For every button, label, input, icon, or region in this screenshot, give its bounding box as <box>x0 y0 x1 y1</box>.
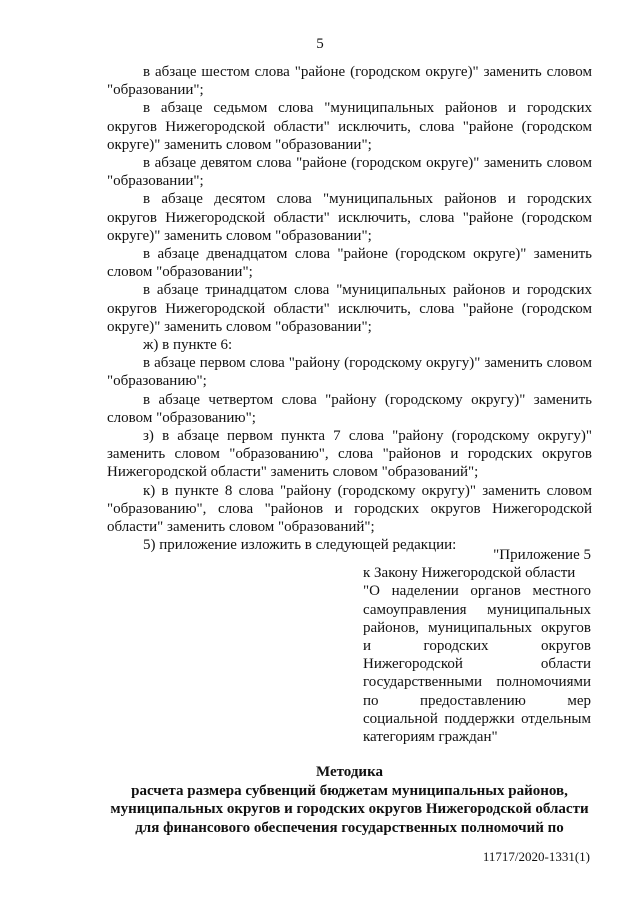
paragraph: з) в абзаце первом пункта 7 слова "району (городскому округу)" заменить словом "образованию", слова "районов и городских округов Нижегородской области" заменить словом "образований"; <box>107 428 592 481</box>
annex-law-reference: к Закону Нижегородской области <box>363 565 576 582</box>
paragraph: в абзаце девятом слова "районе (городском округе)" заменить словом "образовании"; <box>107 155 592 190</box>
methodology-line: для финансового обеспечения государственных полномочий по <box>135 819 564 836</box>
annex-law-name: "О наделении органов местного самоуправления муниципальных районов, муниципальных округов и городских округов Нижегородской области государственными полномочиями по предоставлению мер социальной поддержки отдельным категориям граждан" <box>363 583 591 746</box>
paragraph: ж) в пункте 6: <box>143 337 233 354</box>
paragraph: в абзаце двенадцатом слова "районе (городском округе)" заменить словом "образовании"; <box>107 246 592 281</box>
paragraph: в абзаце шестом слова "районе (городском округе)" заменить словом "образовании"; <box>107 64 592 99</box>
paragraph: в абзаце десятом слова "муниципальных районов и городских округов Нижегородской области" исключить, слова "районе (городском округе)" заменить словом "образовании"; <box>107 191 592 244</box>
annex-title: "Приложение 5 <box>493 547 591 563</box>
methodology-line: расчета размера субвенций бюджетам муниципальных районов, <box>131 782 568 799</box>
methodology-line: муниципальных округов и городских округов Нижегородской области <box>110 801 589 817</box>
paragraph: в абзаце четвертом слова "району (городскому округу)" заменить словом "образованию"; <box>107 391 592 426</box>
annex-header <box>363 546 591 746</box>
paragraph: 5) приложение изложить в следующей редакции: <box>143 537 457 554</box>
paragraph: в абзаце первом слова "району (городскому округу)" заменить словом "образованию"; <box>107 355 592 390</box>
methodology-heading <box>107 763 592 837</box>
paragraph: к) в пункте 8 слова "району (городскому округу)" заменить словом "образованию", слова "районов и городских округов Нижегородской области" заменить словом "образований"; <box>107 482 592 536</box>
paragraph: в абзаце тринадцатом слова "муниципальных районов и городских округов Нижегородской области" исключить, слова "районе (городском округе)" заменить словом "образовании"; <box>107 282 592 335</box>
amendment-text <box>107 63 592 554</box>
page-number: 5 <box>316 36 324 52</box>
document-code: 11717/2020-1331(1) <box>482 849 590 864</box>
methodology-title: Методика <box>315 764 383 780</box>
paragraph: в абзаце седьмом слова "муниципальных районов и городских округов Нижегородской области" исключить, слова "районе (городском округе)" заменить словом "образовании"; <box>107 100 592 153</box>
